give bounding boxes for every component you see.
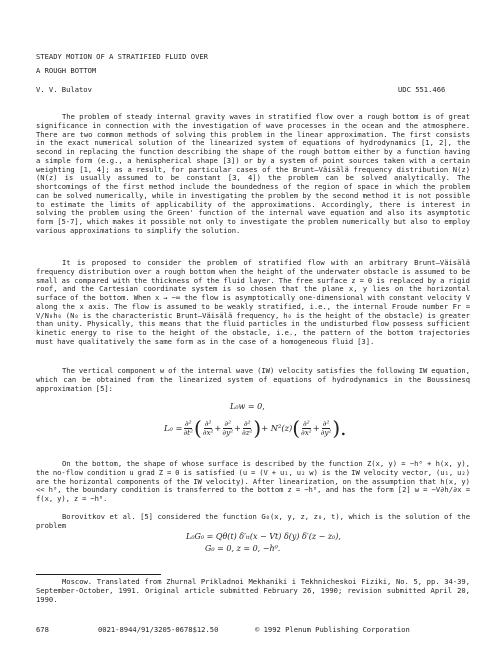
- paragraph-1: The problem of steady internal gravity waves in stratified flow over a rough bottom is of great significance in connection with the investigation of wave processes in the ocean and the atmosphere. There are two common methods of solving this problem in the linear approximation. The first consists in the exact numerical solution of the linearized system of equations of hydrodynamics [1, 2], the second in replacing the function describing the shape of the rough bottom either by a function having a simple form (e.g., a hemispherical shape [3]) or by a system of point sources taken with a certain weighting [1, 4]; as a result, for particular cases of the Brunt–Väisälä frequency distribution N(z) (N(z) is usually assumed to be constant [3, 4]) the problem can be solved analytically. The shortcomings of the first method include the boundedness of the region of space in which the problem can be solved numerically, while in investigating the problem by the second method it is not possible to estimate the limits of applicability of the approximations. Accordingly, there is interest in solving the problem using the Green' function of the internal wave equation and also its asymptotic form [5-7], which makes it possible not only to investigate the problem numerically but also to employ various approximations to simplify the solution.: [36, 112, 470, 235]
- equation-2-frac-num: ∂²: [204, 418, 212, 428]
- equation-2: L₀ = $\frac{\text{∂²}}{\text{∂t²}}$ ( $\frac{\text{∂²}}{\text{∂x²}}$ + $\frac{\text{∂²}}{\text{∂y²}}$ + $\frac{\text{∂²}}{\text{∂z²}}$ ) + N²(z) ( $\frac{\text{∂²}}{\text{∂x²}}$ + $\frac{\text{∂²}}{\text{∂y²}}$ ).: [164, 416, 347, 440]
- equation-2-n2: + N²(z): [261, 422, 293, 433]
- equation-4: G₀ = 0, z = 0, −h⁰.: [205, 544, 281, 553]
- equation-2-frac-den: ∂x²: [301, 427, 312, 437]
- equation-2-frac-num: ∂²: [224, 418, 231, 428]
- equation-2-frac-den: ∂t²: [183, 427, 193, 437]
- equation-2-frac-dy: [222, 420, 233, 437]
- page-number: 678: [36, 625, 49, 634]
- equation-2-frac-num: ∂²: [303, 418, 310, 428]
- author: V. V. Bulatov: [36, 85, 92, 94]
- equation-3: L₀G₀ = Qθ(t) δ′ₜₜ(x − Vt) δ(y) δ′(z − z₀),: [186, 532, 341, 541]
- article-title-line-1: STEADY MOTION OF A STRATIFIED FLUID OVER: [36, 52, 208, 61]
- article-title-line-2: A ROUGH BOTTOM: [36, 66, 97, 75]
- equation-1: L₀w = 0,: [230, 402, 265, 411]
- issn-code: 0021-8944/91/3205-0678$12.50: [98, 625, 219, 634]
- equation-2-frac-dz: [242, 420, 252, 437]
- equation-2-frac-num: ∂²: [322, 418, 330, 428]
- equation-2-frac-den: ∂y²: [222, 427, 234, 437]
- udc-code: UDC 551.466: [398, 85, 446, 94]
- equation-2-frac-num: ∂²: [243, 418, 251, 428]
- equation-2-frac-dy-2: [321, 420, 332, 437]
- paragraph-3: The vertical component w of the internal wave (IW) velocity satisfies the following IW equation, which can be obtained from the linearized system of equations of hydrodynamics in the Boussinesq approximation [5]:: [36, 366, 470, 393]
- equation-2-frac-dx: [203, 420, 214, 437]
- equation-2-lhs: L₀ =: [164, 422, 183, 433]
- footnote-rule: [36, 574, 161, 575]
- paragraph-4: On the bottom, the shape of whose surface is described by the function Z(x, y) = −h⁰ + h(x, y), the no-flow condition u grad Z = 0 is satisfied (u = (V + u₁, u₂ w) is the IW velocity vector, (u₁, u₂) are the horizontal components of the IW velocity). After linearization, on the assumption that h(x, y) << h⁰, the boundary condition is transferred to the bottom z = −h⁰, and has the form [2] w = −V∂h/∂x = f(x, y), z = −h⁰.: [36, 459, 470, 503]
- equation-2-frac-den: ∂y²: [320, 427, 332, 437]
- equation-2-frac-num: ∂²: [184, 418, 192, 428]
- paragraph-5: Borovitkov et al. [5] considered the function G₀(x, y, z, z₀, t), which is the solution of the problem: [36, 512, 470, 530]
- footnote: Moscow. Translated from Zhurnal Prikladnoi Mekhaniki i Tekhnicheskoi Fiziki, No. 5, pp. 34-39, September-October, 1991. Original article submitted February 26, 1990; revision submitted April 20, 1990.: [36, 577, 470, 604]
- equation-2-frac-dt: [183, 420, 193, 437]
- copyright: © 1992 Plenum Publishing Corporation: [255, 625, 410, 634]
- equation-2-frac-dx-2: [301, 420, 312, 437]
- equation-2-frac-den: ∂x²: [202, 427, 214, 437]
- paragraph-2: It is proposed to consider the problem of stratified flow with an arbitrary Brunt–Väisälä frequency distribution over a rough bottom when the height of the underwater obstacle is assumed to be small as compared with the thickness of the fluid layer. The free surface z = 0 is replaced by a rigid roof, and the Cartesian coordinate system is so chosen that the plane x, y lies on the horizontal surface of the bottom. When x → −∞ the flow is asymptotically one-dimensional with constant velocity V along the x axis. The flow is assumed to be weakly stratified, i.e., the internal Froude number Fr = V/N₀h₀ (N₀ is the characteristic Brunt–Väisälä frequency, h₀ is the height of the obstacle) is greater than unity. Physically, this means that the fluid particles in the undisturbed flow possess sufficient kinetic energy to rise to the height of the obstacle, i.e., the pattern of the bottom trajectories must have qualitatively the same form as in the case of a homogeneous fluid [3].: [36, 258, 470, 346]
- equation-2-frac-den: ∂z²: [241, 427, 253, 437]
